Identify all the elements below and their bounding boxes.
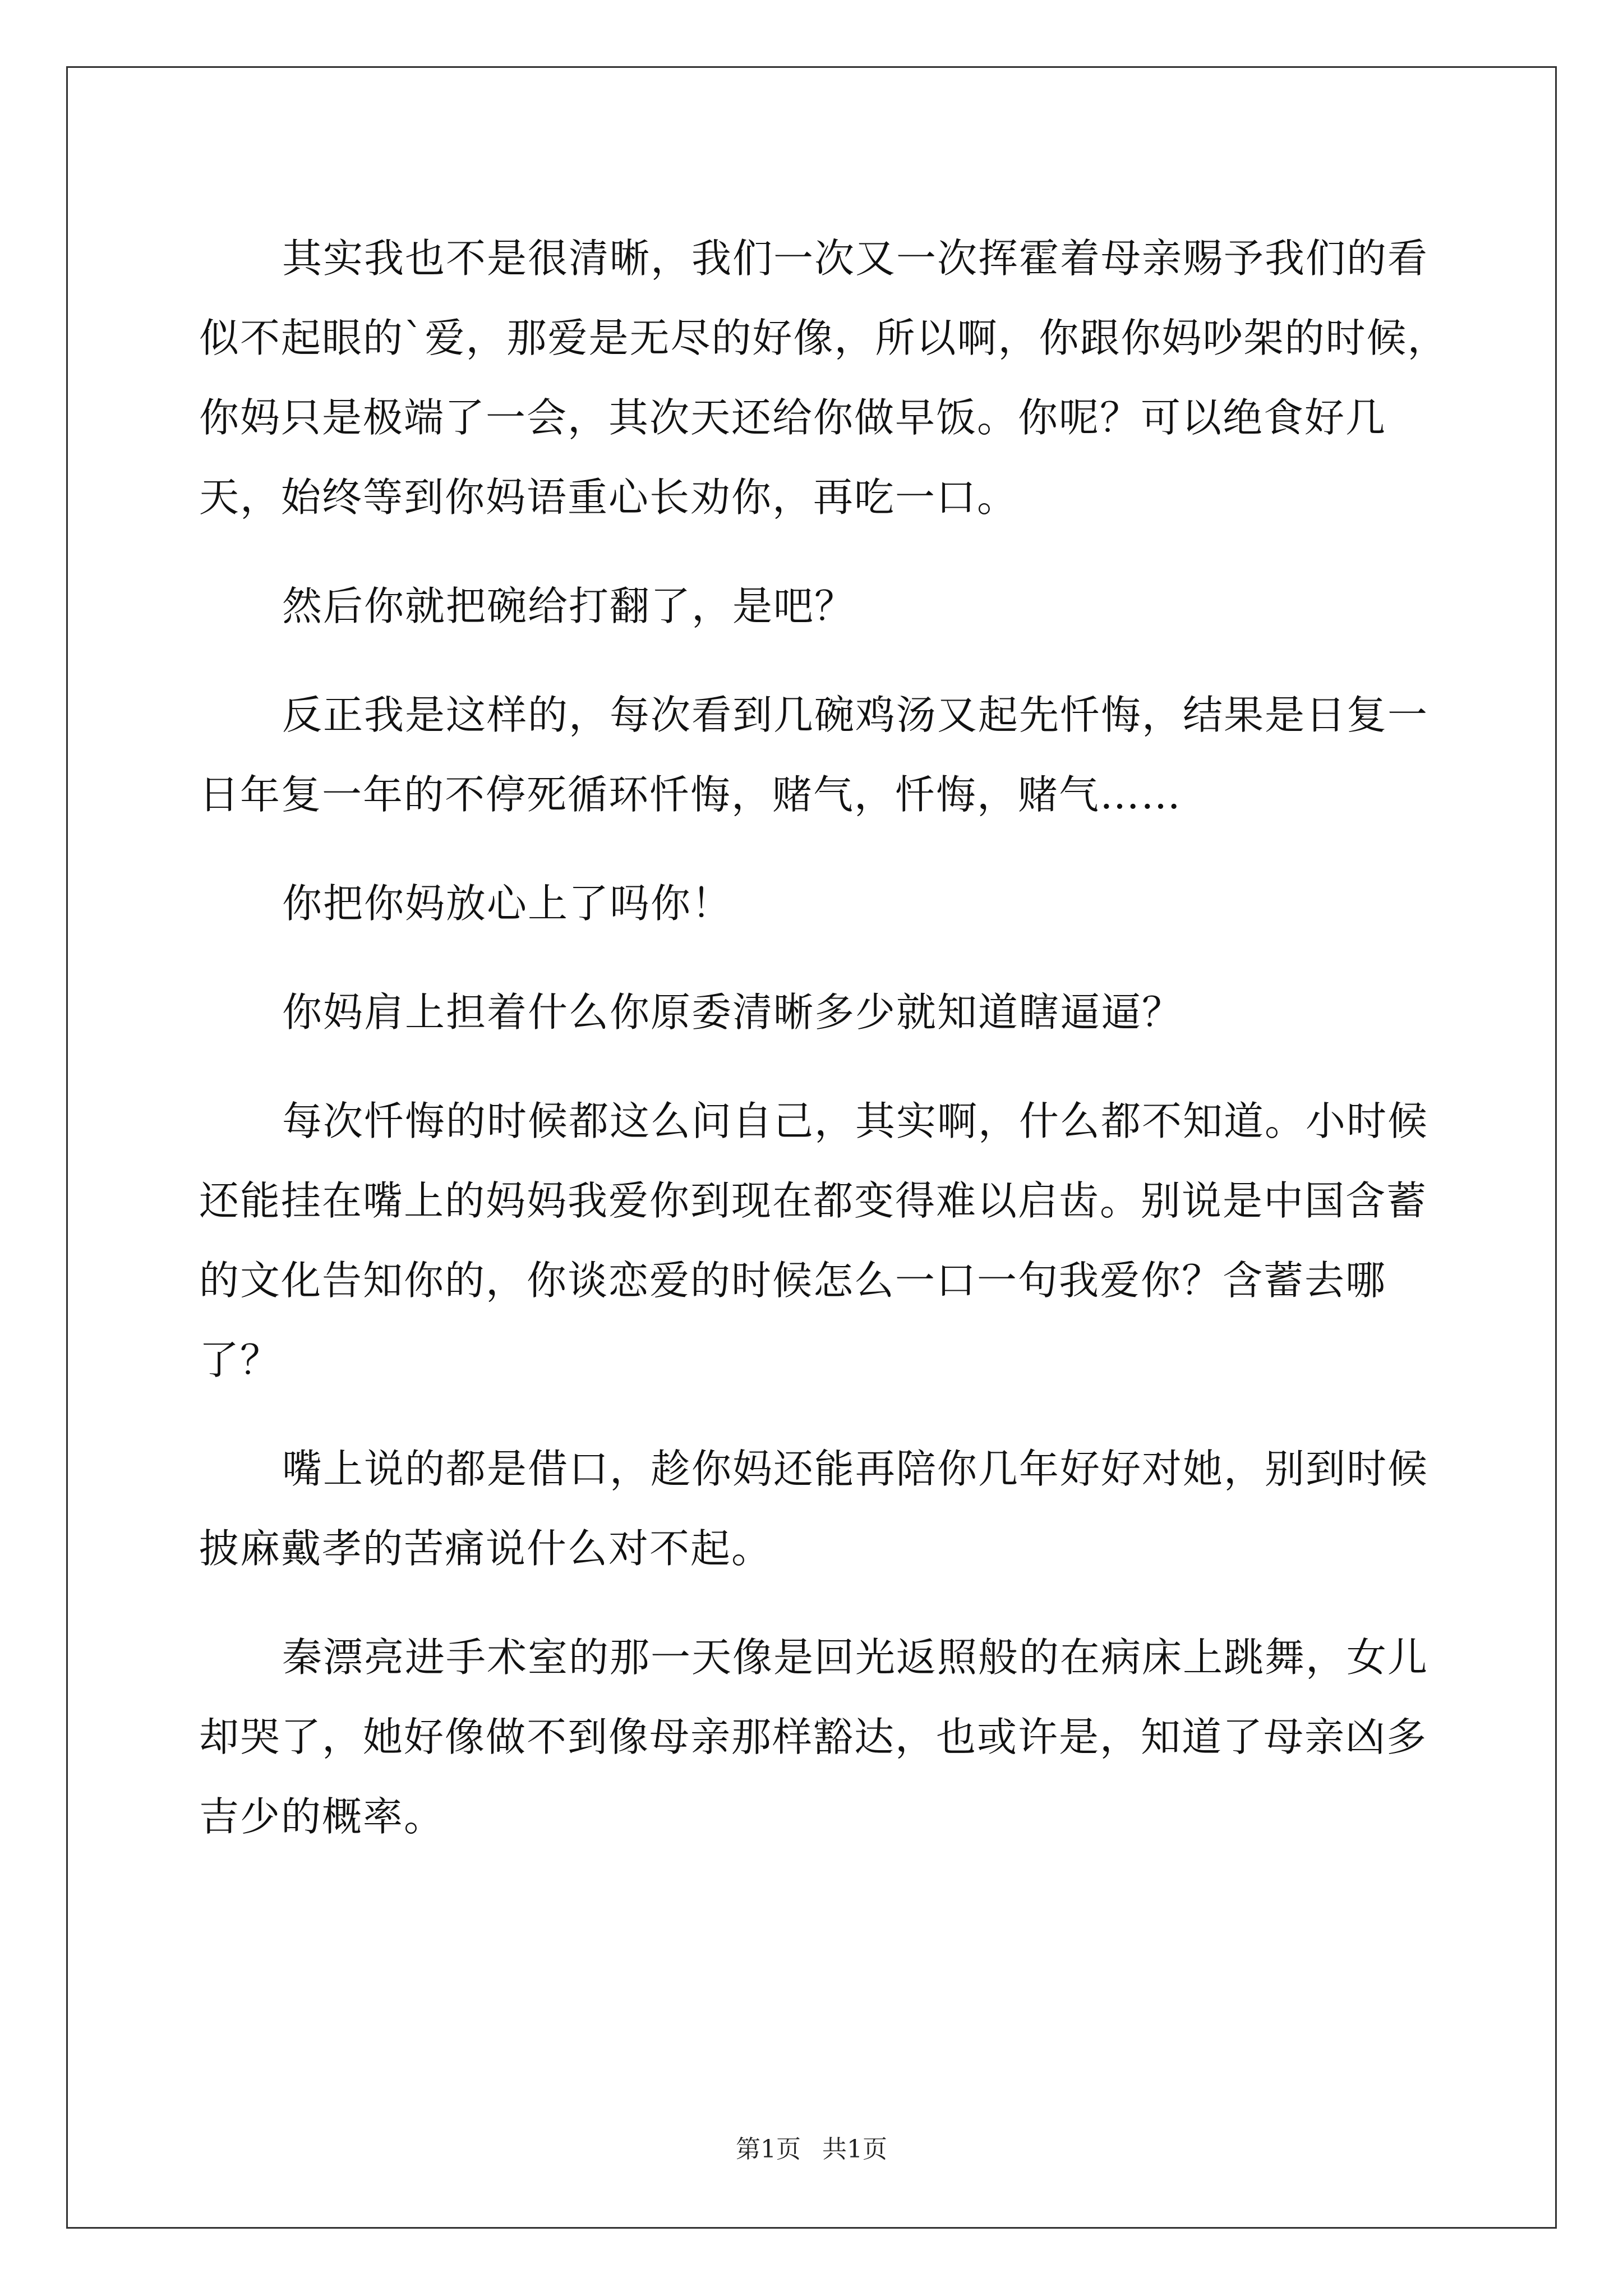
paragraph-6: 每次忏悔的时候都这么问自己，其实啊，什么都不知道。小时候还能挂在嘴上的妈妈我爱你到现在都变得难以启齿。别说是中国含蓄的文化告知你的，你谈恋爱的时候怎么一口一句我爱你？含蓄去哪了？ [199,1098,1429,1383]
paragraph-3: 反正我是这样的，每次看到几碗鸡汤又起先忏悔，结果是日复一日年复一年的不停死循环忏悔，赌气，忏悔，赌气…… [199,692,1429,818]
page-number-total: 共1页 [822,2135,887,2164]
paragraph-8: 秦漂亮进手术室的那一天像是回光返照般的在病床上跳舞，女儿却哭了，她好像做不到像母亲那样豁达，也或许是，知道了母亲凶多吉少的概率。 [199,1634,1429,1840]
page-number-current: 第1页 [736,2135,801,2164]
paragraph-5: 你妈肩上担着什么你原委清晰多少就知道瞎逼逼？ [282,989,1183,1036]
document-body [199,219,1458,1886]
paragraph-4: 你把你妈放心上了吗你！ [282,880,733,927]
page-footer [0,2133,1623,2166]
paragraph-1: 其实我也不是很清晰，我们一次又一次挥霍着母亲赐予我们的看似不起眼的`爱，那爱是无尽的好像，所以啊，你跟你妈吵架的时候，你妈只是极端了一会，其次天还给你做早饭。你呢？可以绝食好几天，始终等到你妈语重心长劝你，再吃一口。 [199,235,1449,521]
paragraph-7: 嘴上说的都是借口，趁你妈还能再陪你几年好好对她，别到时候披麻戴孝的苦痛说什么对不起。 [199,1446,1429,1572]
paragraph-2: 然后你就把碗给打翻了，是吧？ [282,583,856,629]
